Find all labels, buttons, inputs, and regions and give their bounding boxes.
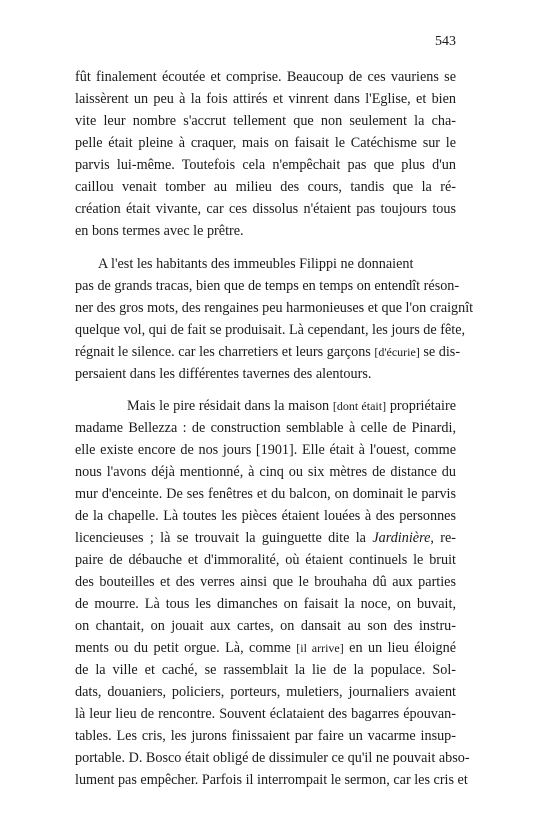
text-segment: se dis- — [423, 344, 461, 360]
text-line: fût finalement écoutée et comprise. Beaucoup de ces vauriens se — [75, 69, 456, 85]
editorial-insertion: [dont était] — [332, 399, 387, 413]
text-line: là leur lieu de rencontre. Souvent éclataient des bagarres épouvan- — [75, 706, 456, 722]
text-line: caillou venait tomber au milieu des cours, tandis que la ré- — [75, 179, 456, 195]
text-line — [127, 396, 456, 416]
text-line: quelque vol, qui de fait se produisait. Là cependant, les jours de fête, — [75, 322, 466, 338]
text-line: de la ville et caché, se rassemblait la lie de la populace. Sol- — [75, 662, 456, 678]
text-line: nous l'avons déjà mentionné, à cinq ou six mètres de distance du — [75, 464, 456, 480]
text-line: ner des gros mots, des rengaines peu harmonieuses et que l'on craignît — [75, 300, 474, 316]
text-segment: en un lieu éloigné — [349, 640, 457, 656]
text-line: persaient dans les différentes tavernes des alentours. — [75, 366, 372, 382]
editorial-insertion: [il arrive] — [296, 641, 344, 655]
text-line: de la chapelle. Là toutes les pièces étaient louées à des personnes — [75, 508, 456, 524]
text-line: pelle était pleine à craquer, mais on faisait le Catéchisme sur le — [75, 135, 456, 151]
text-line: dats, douaniers, policiers, porteurs, muletiers, journaliers avaient — [75, 684, 456, 700]
editorial-insertion: [1901] — [255, 442, 294, 458]
text-line: tables. Les cris, les jurons finissaient par faire un vacarme insup- — [75, 728, 456, 744]
text-line: de mourre. Là tous les dimanches on faisait la noce, on buvait, — [75, 596, 456, 612]
text-line — [75, 638, 456, 658]
text-segment: . Elle était à l'ouest, comme — [293, 442, 456, 458]
text-line: lument pas empêcher. Parfois il interrompait le sermon, car les cris et — [75, 772, 468, 788]
text-line: madame Bellezza : de construction semblable à celle de Pinardi, — [75, 420, 456, 436]
text-line: création était vivante, car ces dissolus n'étaient pas toujours tous — [75, 201, 456, 217]
text-line: portable. D. Bosco était obligé de dissimuler ce qu'il ne pouvait abso- — [75, 750, 470, 766]
text-segment: licencieuses ; là se trouvait la guinguette dite la — [75, 530, 366, 546]
text-line: des bouteilles et des verres ainsi que le brouhaha dû aux parties — [75, 574, 456, 590]
text-segment: elle existe encore de nos jours — [75, 442, 252, 458]
text-line — [75, 440, 456, 460]
text-segment: , re- — [430, 530, 457, 546]
text-line — [75, 342, 461, 362]
text-line: vite leur nombre s'accrut tellement que non seulement la cha- — [75, 113, 456, 129]
text-line: mur d'enceinte. De ses fenêtres et du balcon, on dominait le parvis — [75, 486, 456, 502]
italic-name: Jardinière — [372, 530, 431, 546]
editorial-insertion: [d'écurie] — [374, 345, 420, 359]
page-number: 543 — [435, 34, 456, 49]
text-line: laissèrent un peu à la fois attirés et vinrent dans l'Eglise, et bien — [75, 91, 456, 107]
text-line: on chantait, on jouait aux cartes, on dansait au son des instru- — [75, 618, 456, 634]
text-segment: propriétaire — [389, 398, 456, 414]
text-segment: ments ou du petit orgue. Là, comme — [75, 640, 291, 656]
text-line: en bons termes avec le prêtre. — [75, 223, 244, 239]
text-line — [75, 528, 456, 548]
text-segment: Mais le pire résidait dans la maison — [127, 398, 330, 414]
text-segment: régnait le silence. car les charretiers et leurs garçons — [75, 344, 371, 360]
text-line: A l'est les habitants des immeubles Filippi ne donnaient — [98, 256, 414, 272]
text-line: paire de débauche et d'immoralité, où étaient continuels le bruit — [75, 552, 456, 568]
text-line: pas de grands tracas, bien que de temps en temps on entendît réson- — [75, 278, 460, 294]
text-line: parvis lui-même. Toutefois cela n'empêchait pas que plus d'un — [75, 157, 456, 173]
